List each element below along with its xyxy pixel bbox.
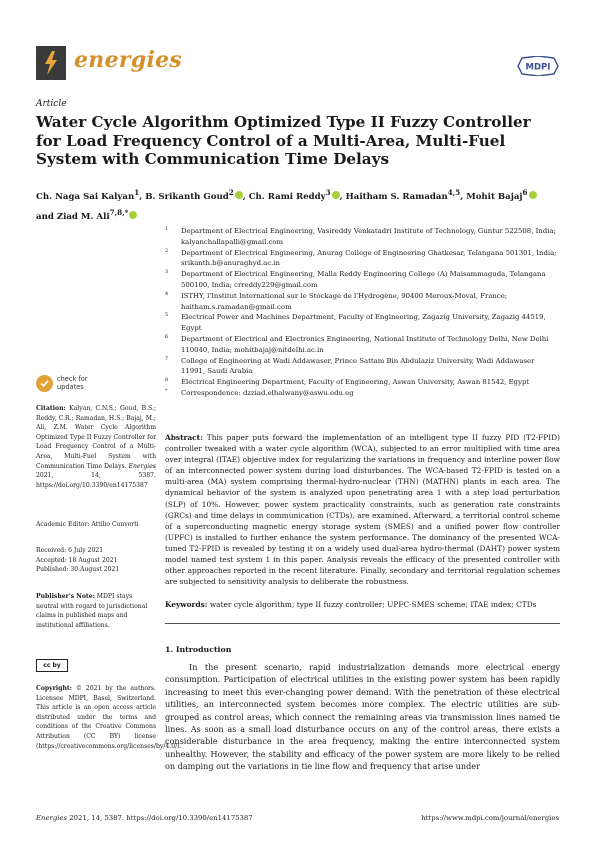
orcid-icon[interactable] bbox=[129, 211, 137, 219]
publisher-note-label: Publisher's Note: bbox=[36, 593, 95, 600]
author-name: Haitham S. Ramadan bbox=[345, 191, 448, 202]
publisher-note-text: MDPI stays neutral with regard to jurisdictional claims in published maps and institutional affiliations. bbox=[36, 593, 148, 629]
published-date: Published: 30 August 2021 bbox=[36, 566, 120, 574]
author-affiliation: 4,5 bbox=[447, 188, 461, 197]
affiliation-item: 1 Department of Electrical Engineering, Vasireddy Venkatadri Institute of Technology, Guntur 522508, India; kalyanchallapalli@gmail.com bbox=[165, 226, 556, 246]
abstract bbox=[165, 432, 560, 587]
author-affiliation: 3 bbox=[325, 188, 331, 197]
copyright-text: © 2021 by the authors. Licensee MDPI, Basel, Switzerland. This article is an open access article distributed under the terms and conditions of the Creative Commons Attribution (CC BY) license (https://creativecommons.org/licenses/by/4.0/). bbox=[36, 685, 182, 750]
abstract-text: This paper puts forward the implementation of an intelligent type II fuzzy PID (T2-FPID) controller tweaked with a water cycle algorithm (WCA), subjected to an error multiplied with time area over integral (ITAE) objective index for regularizing the variations in frequency and interline power flow of an interconnected power system during load disturbances. The WCA-based T2-FPID is tested on a multi-area (MA) system comprising thermal-hydro-nuclear (THN) (MATHN) plants in each area. The dynamical behavior of the system is analyzed upon penetrating area 1 with a step load perturbation (SLP) of 10%. However, power system practicality constraints, such as generation rate constraints (GRCs) and time delays in communication (CTDs), are examined. Afterward, a territorial control scheme of a superconducting magnetic energy storage system (SMES) and a unified power flow controller (UPFC) is installed to further enhance the system performance. The dominancy of the presented WCA-tuned T2-FPID is revealed by testing it on a widely used dual-area hydro-thermal (DAHT) power system model named test system 1 in this paper. Analysis reveals the efficacy of the presented controller with other approaches reported in the recent literature. Finally, secondary and territorial regulation schemes are subjected to sensitivity analysis to deliberate the robustness. bbox=[165, 433, 560, 587]
orcid-icon[interactable] bbox=[332, 191, 340, 199]
section-divider bbox=[165, 623, 560, 624]
journal-logo-icon bbox=[36, 46, 66, 80]
citation-doi[interactable]: 2021, 14, 5387. https://doi.org/10.3390/en14175387 bbox=[36, 472, 156, 489]
journal-name[interactable]: energies bbox=[74, 47, 183, 73]
affiliation-item: 7 College of Engineering at Wadi Addawaser, Prince Sattam Bin Abdulaziz University, Wadi Addawaser 11991, Saudi Arabia bbox=[165, 355, 535, 376]
citation-text: Kalyan, C.N.S.; Goud, B.S.; Reddy, C.R.; Ramadan, H.S.; Bajaj, M.; Ali, Z.M. Water Cycle Algorithm Optimized Type II Fuzzy Controller for Load Frequency Control of a Multi-Area, Multi-Fuel System with Communication Time Delays. bbox=[36, 405, 156, 470]
check-updates-icon bbox=[36, 375, 53, 392]
publisher-note bbox=[36, 592, 156, 630]
citation-label: Citation: bbox=[36, 405, 66, 412]
footer-journal: Energies bbox=[36, 814, 68, 822]
citation-journal: Energies bbox=[128, 462, 156, 470]
affiliation-item: 8 Electrical Engineering Department, Faculty of Engineering, Aswan University, Aswan 81542, Egypt bbox=[165, 377, 530, 387]
affiliation-item: 5 Electrical Power and Machines Department, Faculty of Engineering, Zagazig University, Zagazig 44519, Egypt bbox=[165, 312, 546, 333]
orcid-icon[interactable] bbox=[235, 191, 243, 199]
check-for-updates-button[interactable] bbox=[36, 375, 99, 392]
accepted-date: Accepted: 18 August 2021 bbox=[36, 556, 118, 564]
mdpi-logo-text: MDPI bbox=[525, 62, 551, 73]
footer-citation[interactable] bbox=[36, 814, 253, 822]
check-updates-label: check for updates bbox=[57, 374, 88, 391]
affiliation-item: 2 Department of Electrical Engineering, Anurag College of Engineering Ghatkesar, Telangana 501301, India; srikanth.b@anuraghyd.ac.in bbox=[165, 247, 557, 268]
keywords-text: water cycle algorithm; type II fuzzy controller; UPFC-SMES scheme; ITAE index; CTDs bbox=[209, 600, 537, 609]
paper-title: Water Cycle Algorithm Optimized Type II Fuzzy Controller for Load Frequency Control of a Multi-Area, Multi-Fuel System with Communication Time Delays bbox=[36, 113, 531, 168]
correspondence: * Correspondence: dzziad.elhalwany@aswu.edu.eg bbox=[165, 387, 354, 397]
author-affiliation: 6 bbox=[522, 188, 528, 197]
mdpi-logo-icon[interactable] bbox=[517, 56, 559, 76]
author-name: Ziad M. Ali bbox=[56, 211, 110, 222]
affiliation-item: 4 ISTHY, l'Institut International sur le Stockage de l'Hydrogène, 90400 Meroux-Moval, France; haitham.s.ramadan@gmail.com bbox=[165, 290, 508, 311]
affiliations bbox=[165, 226, 560, 399]
author-name: Ch. Naga Sai Kalyan bbox=[36, 191, 135, 202]
author-list: Ch. Naga Sai Kalyan$^1$, B. Srikanth Goud$^2$ , Ch. Rami Reddy$^3$ , Haitham S. Ramadan$^{4,5}$, Mohit Bajaj$^6$ and Ziad M. Ali$^{7,8,*}$ bbox=[36, 185, 560, 225]
footer-journal-url[interactable]: https://www.mdpi.com/journal/energies bbox=[421, 814, 559, 822]
keywords bbox=[165, 599, 560, 610]
author-affiliation: 2 bbox=[228, 188, 234, 197]
affiliation-item: 6 Department of Electrical and Electronics Engineering, National Institute of Technology Delhi, New Delhi 110040, India; mohitbajaj@nitdelhi.ac.in bbox=[165, 333, 549, 354]
author-name: B. Srikanth Goud bbox=[145, 191, 229, 202]
introduction-text: In the present scenario, rapid industrialization demands more electrical energy consumption. Participation of electrical utilities in the existing power system has been rapidly increasing to meet this ever-changing power demand. With the penetration of these electrical utilities, an interconnected system becomes more complex. The electric utilities are sub-grouped as control areas, which connect the remaining areas via transmission lines named tie lines. As soon as a small load disturbance occurs on any of the control areas, there exists a considerable disturbance in the area frequency, making the entire interconnected system unhealthy. However, the stability and efficacy of the power system are more likely to be relied on damping out the variations in tie line flow and frequency that arise under bbox=[165, 662, 560, 772]
cc-license-badge[interactable]: cc by bbox=[36, 659, 68, 672]
academic-editor: Academic Editor: Attilio Converti bbox=[36, 521, 139, 528]
article-type: Article bbox=[36, 99, 67, 109]
received-date: Received: 6 July 2021 bbox=[36, 547, 104, 554]
copyright-label: Copyright: bbox=[36, 685, 72, 692]
abstract-label: Abstract: bbox=[165, 433, 203, 442]
footer-doi: 2021, 14, 5387. https://doi.org/10.3390/en14175387 bbox=[69, 814, 253, 822]
affiliation-item: 3 Department of Electrical Engineering, Malla Reddy Engineering College (A) Maisammaguda, Telangana 500100, India; crreddy229@gmail.com bbox=[165, 269, 546, 289]
dates-block bbox=[36, 546, 156, 575]
keywords-label: Keywords: bbox=[165, 600, 208, 609]
citation-block bbox=[36, 404, 156, 490]
section-heading: 1. Introduction bbox=[165, 645, 232, 654]
author-affiliation: 1 bbox=[134, 188, 140, 197]
author-affiliation: 7,8,* bbox=[109, 207, 129, 217]
author-name: Mohit Bajaj bbox=[466, 191, 523, 202]
orcid-icon[interactable] bbox=[529, 191, 537, 199]
author-name: Ch. Rami Reddy bbox=[248, 191, 326, 202]
copyright-block bbox=[36, 684, 182, 751]
